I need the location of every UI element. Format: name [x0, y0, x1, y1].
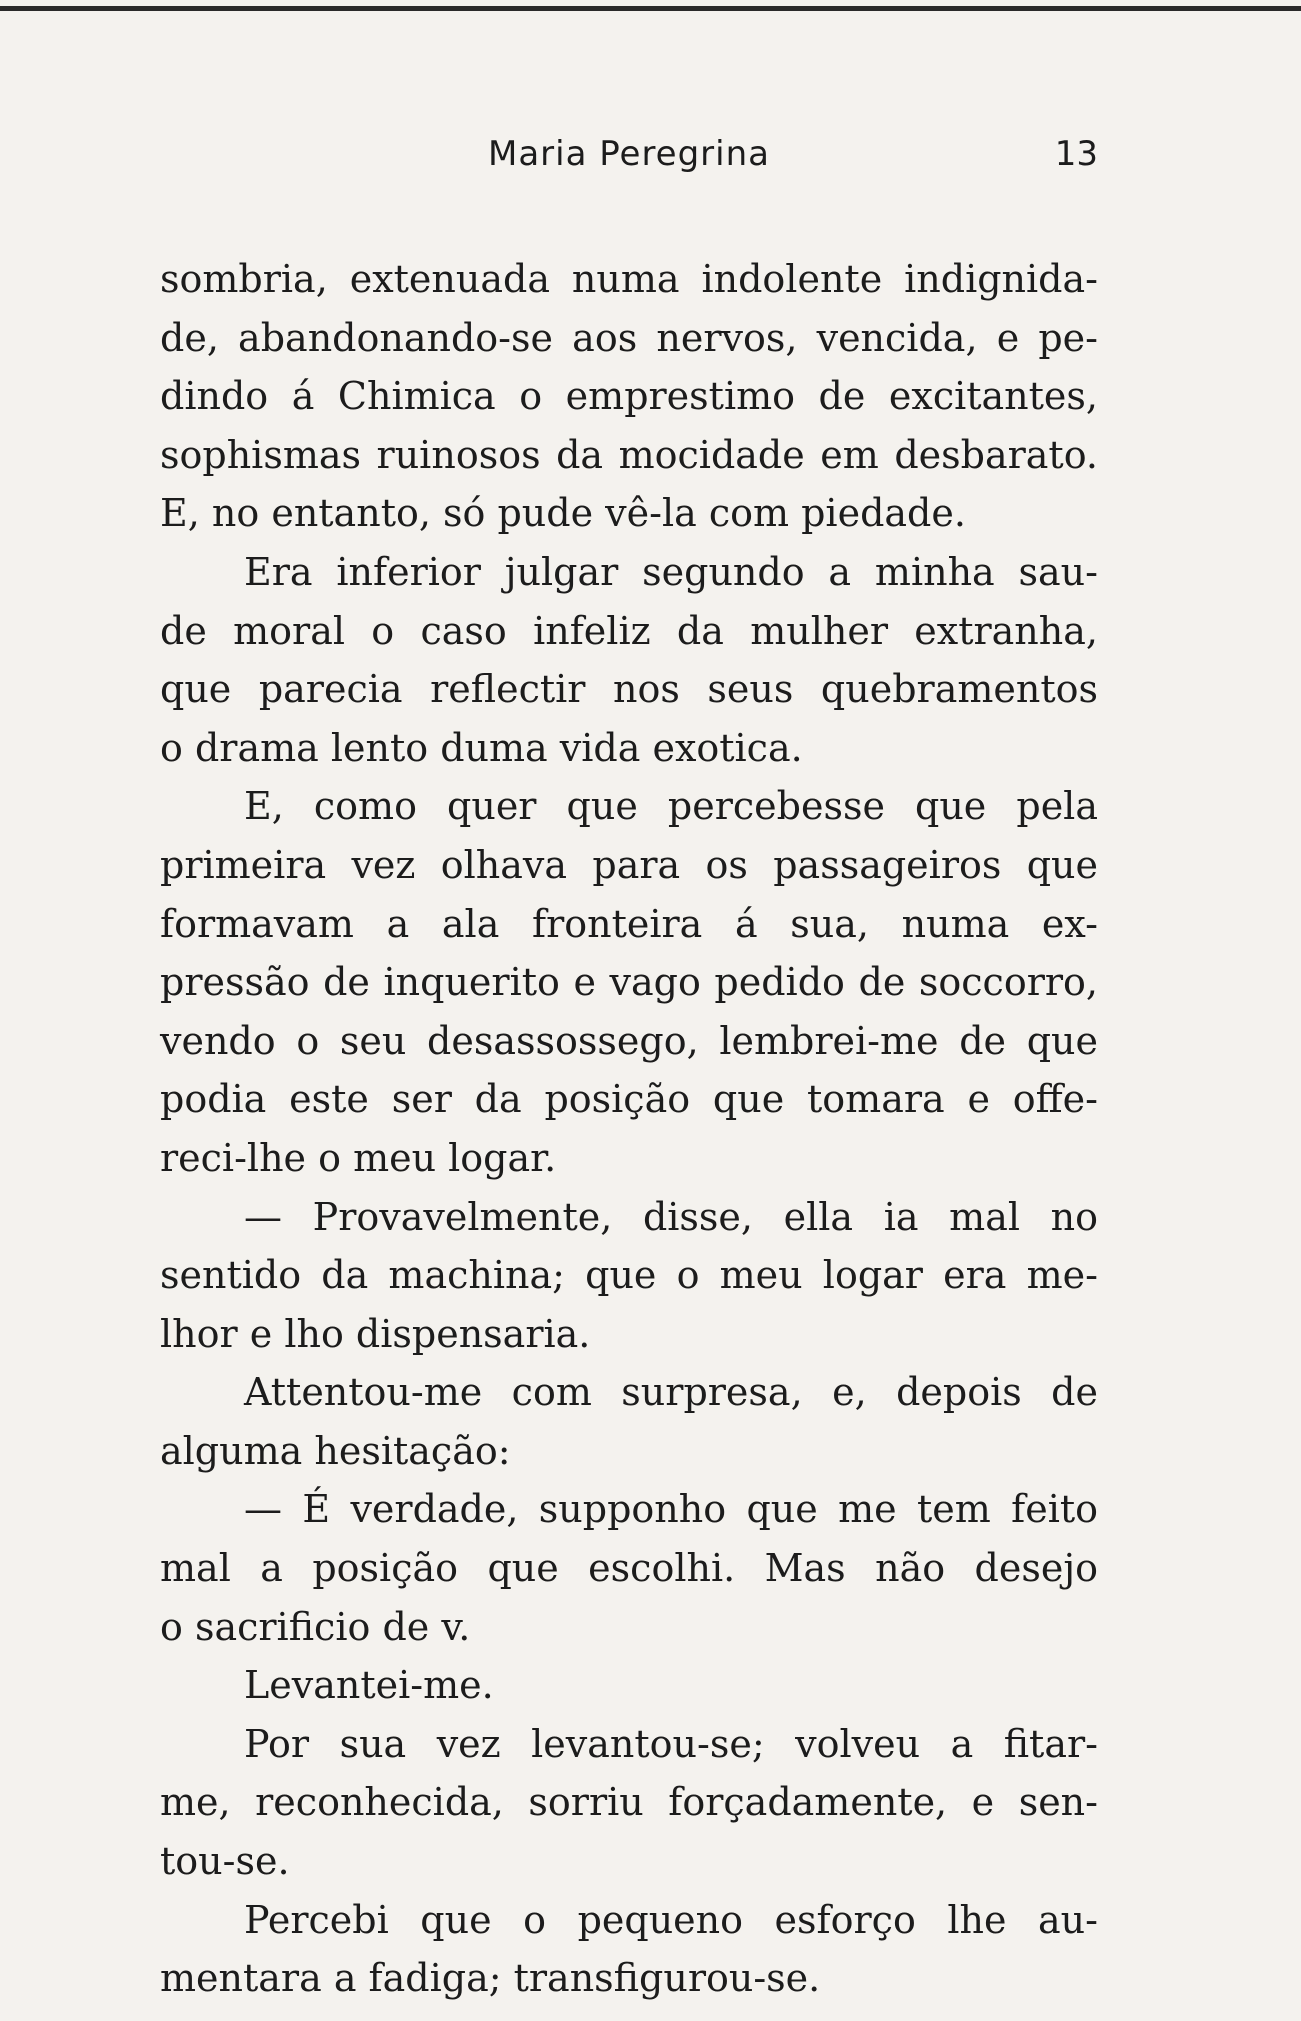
- page-header: [160, 130, 1098, 178]
- running-title: Maria Peregrina: [488, 134, 770, 174]
- text-line: podia este ser da posição que tomara e offe-: [160, 1077, 1098, 1122]
- text-line: Attentou-me com surpresa, e, depois de: [244, 1370, 1098, 1415]
- text-line: que parecia reflectir nos seus quebramentos: [160, 667, 1098, 712]
- text-line: mentara a fadiga; transfigurou-se.: [160, 1956, 821, 2001]
- text-line: Era inferior julgar segundo a minha sau-: [244, 549, 1098, 594]
- text-line: o drama lento duma vida exotica.: [160, 725, 803, 770]
- text-line: formavam a ala fronteira á sua, numa ex-: [160, 901, 1098, 946]
- text-line: de moral o caso infeliz da mulher extranha,: [160, 608, 1098, 653]
- text-line: me, reconhecida, sorriu forçadamente, e sen-: [160, 1780, 1098, 1825]
- text-line: Percebi que o pequeno esforço lhe au-: [244, 1897, 1098, 1942]
- text-line: tou-se.: [160, 1839, 290, 1884]
- body-text: [160, 250, 1098, 2008]
- text-line: dindo á Chimica o emprestimo de excitantes,: [160, 374, 1098, 419]
- text-line: sombria, extenuada numa indolente indignida-: [160, 257, 1098, 301]
- text-line: sophismas ruinosos da mocidade em desbarato.: [160, 432, 1098, 477]
- text-line: E, no entanto, só pude vê-la com piedade.: [160, 491, 966, 536]
- top-edge-rule: [0, 6, 1301, 11]
- text-line: E, como quer que percebesse que pela: [244, 784, 1098, 829]
- text-line: primeira vez olhava para os passageiros que: [160, 842, 1098, 887]
- text-line: lhor e lho dispensaria.: [160, 1311, 591, 1356]
- text-line: mal a posição que escolhi. Mas não desejo: [160, 1546, 1098, 1591]
- text-line: sentido da machina; que o meu logar era me-: [160, 1253, 1098, 1298]
- text-line: vendo o seu desassossego, lembrei-me de que: [160, 1018, 1098, 1063]
- text-line: reci-lhe o meu logar.: [160, 1135, 557, 1180]
- text-line: Levantei-me.: [244, 1663, 494, 1708]
- text-line: de, abandonando-se aos nervos, vencida, e pe-: [160, 315, 1098, 360]
- text-line: — É verdade, supponho que me tem feito: [244, 1487, 1098, 1532]
- text-line: alguma hesitação:: [160, 1428, 511, 1473]
- page-number: 13: [1054, 134, 1098, 174]
- text-line: — Provavelmente, disse, ella ia mal no: [244, 1194, 1098, 1239]
- text-line: pressão de inquerito e vago pedido de soccorro,: [160, 960, 1098, 1005]
- text-line: Por sua vez levantou-se; volveu a fitar-: [244, 1721, 1098, 1766]
- text-line: o sacrificio de v.: [160, 1604, 471, 1649]
